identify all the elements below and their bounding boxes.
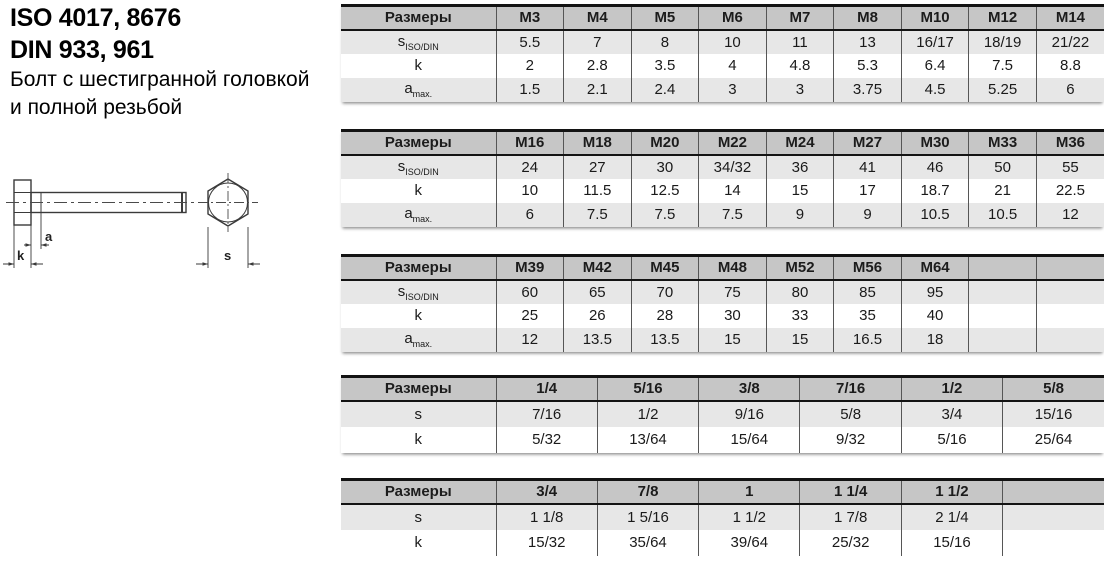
value-cell: 12 [1036, 203, 1104, 227]
value-cell: 3 [699, 78, 767, 102]
value-cell: 21 [969, 179, 1037, 203]
value-cell [1003, 504, 1104, 530]
table-corner-header: Размеры [341, 480, 496, 504]
value-cell: 16/17 [901, 30, 969, 54]
table-corner-header: Размеры [341, 377, 496, 401]
dimension-table-5 [341, 478, 1104, 556]
value-cell: 5/32 [496, 427, 597, 453]
row-label-symbol: k [414, 182, 422, 199]
value-cell: 34/32 [699, 155, 767, 179]
value-cell [1003, 530, 1104, 556]
arrowhead [203, 262, 209, 266]
value-cell: 4 [699, 54, 767, 78]
value-cell: 22.5 [1036, 179, 1104, 203]
value-cell: 7.5 [631, 203, 699, 227]
size-column-header: M64 [901, 256, 969, 280]
row-label [341, 427, 496, 453]
row-label [341, 78, 496, 102]
row-label-subscript: ISO/DIN [405, 291, 439, 302]
value-cell: 9 [834, 203, 902, 227]
value-cell: 2.1 [564, 78, 632, 102]
size-column-header: 1 1/2 [901, 480, 1002, 504]
value-cell: 10 [496, 179, 564, 203]
value-cell: 15 [699, 328, 767, 352]
value-cell: 50 [969, 155, 1037, 179]
value-cell: 14 [699, 179, 767, 203]
size-column-header: M48 [699, 256, 767, 280]
value-cell: 9/16 [699, 401, 800, 427]
table-corner-header: Размеры [341, 131, 496, 155]
value-cell: 1/2 [597, 401, 698, 427]
value-cell: 18 [901, 328, 969, 352]
value-cell: 10.5 [969, 203, 1037, 227]
value-cell: 1 1/2 [699, 504, 800, 530]
value-cell: 1.5 [496, 78, 564, 102]
value-cell: 24 [496, 155, 564, 179]
value-cell: 2 [496, 54, 564, 78]
size-column-header: M3 [496, 6, 564, 30]
bolt-side-view [6, 180, 194, 225]
row-label [341, 530, 496, 556]
value-cell: 11.5 [564, 179, 632, 203]
value-cell: 40 [901, 304, 969, 328]
dimension-table-4 [341, 375, 1104, 453]
value-cell: 9 [766, 203, 834, 227]
value-cell: 7.5 [699, 203, 767, 227]
dimension-table-1 [341, 4, 1104, 102]
table-row [341, 179, 1104, 203]
table-row [341, 401, 1104, 427]
size-column-header: 1/4 [496, 377, 597, 401]
size-column-header: 7/16 [800, 377, 901, 401]
row-label [341, 504, 496, 530]
row-label-subscript: max. [412, 339, 433, 349]
value-cell: 6.4 [901, 54, 969, 78]
value-cell: 60 [496, 280, 564, 304]
value-cell: 15/32 [496, 530, 597, 556]
row-label [341, 304, 496, 328]
value-cell: 36 [766, 155, 834, 179]
size-column-header: M24 [766, 131, 834, 155]
value-cell: 46 [901, 155, 969, 179]
size-column-header: M27 [834, 131, 902, 155]
value-cell: 25/32 [800, 530, 901, 556]
value-cell: 1 7/8 [800, 504, 901, 530]
value-cell [969, 328, 1037, 352]
row-label-symbol: s [397, 32, 406, 50]
value-cell: 17 [834, 179, 902, 203]
table-row [341, 30, 1104, 54]
value-cell: 2 1/4 [901, 504, 1002, 530]
size-column-header: M5 [631, 6, 699, 30]
size-column-header [1003, 480, 1104, 504]
table-row [341, 530, 1104, 556]
row-label [341, 401, 496, 427]
size-column-header: M6 [699, 6, 767, 30]
value-cell: 13/64 [597, 427, 698, 453]
size-column-header: 5/16 [597, 377, 698, 401]
row-label [341, 203, 496, 227]
row-label-subscript: ISO/DIN [405, 41, 439, 52]
size-column-header: M42 [564, 256, 632, 280]
value-cell: 1 1/8 [496, 504, 597, 530]
row-label-symbol: k [414, 431, 422, 448]
row-label [341, 54, 496, 78]
row-label-symbol: s [397, 157, 406, 175]
row-label [341, 179, 496, 203]
bolt-technical-drawing [0, 163, 290, 338]
table-corner-header: Размеры [341, 256, 496, 280]
value-cell: 26 [564, 304, 632, 328]
row-label [341, 30, 496, 54]
size-column-header [1036, 256, 1104, 280]
value-cell: 11 [766, 30, 834, 54]
value-cell: 30 [699, 304, 767, 328]
size-column-header: M16 [496, 131, 564, 155]
value-cell: 80 [766, 280, 834, 304]
value-cell: 2.4 [631, 78, 699, 102]
value-cell: 4.5 [901, 78, 969, 102]
value-cell: 15 [766, 328, 834, 352]
table-row [341, 54, 1104, 78]
size-column-header: M45 [631, 256, 699, 280]
value-cell: 5.5 [496, 30, 564, 54]
size-column-header: M36 [1036, 131, 1104, 155]
value-cell: 5/16 [901, 427, 1002, 453]
value-cell: 75 [699, 280, 767, 304]
table-row [341, 280, 1104, 304]
value-cell: 3/4 [901, 401, 1002, 427]
value-cell: 5.3 [834, 54, 902, 78]
value-cell: 30 [631, 155, 699, 179]
value-cell: 95 [901, 280, 969, 304]
size-column-header: M8 [834, 6, 902, 30]
value-cell: 1 5/16 [597, 504, 698, 530]
size-column-header: M20 [631, 131, 699, 155]
size-column-header: 1/2 [901, 377, 1002, 401]
size-column-header: M33 [969, 131, 1037, 155]
size-column-header: M22 [699, 131, 767, 155]
dim-label-k: k [17, 248, 25, 263]
value-cell: 5/8 [800, 401, 901, 427]
row-label [341, 280, 496, 304]
size-column-header: M39 [496, 256, 564, 280]
row-label-symbol: a [404, 330, 413, 347]
row-label [341, 155, 496, 179]
value-cell: 12 [496, 328, 564, 352]
row-label-symbol: k [414, 307, 422, 324]
size-column-header: 5/8 [1003, 377, 1104, 401]
value-cell: 10.5 [901, 203, 969, 227]
value-cell: 7.5 [969, 54, 1037, 78]
value-cell: 25/64 [1003, 427, 1104, 453]
arrowhead [31, 262, 37, 266]
value-cell: 25 [496, 304, 564, 328]
standard-din: DIN 933, 961 [10, 36, 154, 64]
value-cell: 13 [834, 30, 902, 54]
size-column-header [969, 256, 1037, 280]
table-row [341, 304, 1104, 328]
value-cell: 15 [766, 179, 834, 203]
value-cell: 21/22 [1036, 30, 1104, 54]
bolt-head-top-view [198, 173, 258, 232]
row-label [341, 328, 496, 352]
table-row [341, 155, 1104, 179]
table-corner-header: Размеры [341, 6, 496, 30]
size-column-header: 3/8 [699, 377, 800, 401]
table-row [341, 78, 1104, 102]
row-label-subscript: ISO/DIN [405, 166, 439, 177]
value-cell: 7/16 [496, 401, 597, 427]
row-label-symbol: s [414, 405, 422, 423]
standard-iso: ISO 4017, 8676 [10, 4, 181, 32]
value-cell: 28 [631, 304, 699, 328]
value-cell: 15/16 [901, 530, 1002, 556]
row-label-subscript: max. [412, 89, 433, 99]
value-cell [1036, 280, 1104, 304]
value-cell [969, 280, 1037, 304]
value-cell: 8.8 [1036, 54, 1104, 78]
value-cell: 5.25 [969, 78, 1037, 102]
side-view-dimensions [3, 213, 49, 268]
size-column-header: M4 [564, 6, 632, 30]
value-cell: 16.5 [834, 328, 902, 352]
row-label-symbol: k [414, 57, 422, 74]
row-label-symbol: s [397, 282, 406, 300]
table-row [341, 203, 1104, 227]
size-column-header: M18 [564, 131, 632, 155]
row-label-symbol: a [404, 205, 413, 222]
row-label-symbol: s [414, 508, 422, 526]
value-cell: 55 [1036, 155, 1104, 179]
value-cell: 6 [496, 203, 564, 227]
value-cell: 10 [699, 30, 767, 54]
size-column-header: 1 1/4 [800, 480, 901, 504]
value-cell: 35/64 [597, 530, 698, 556]
value-cell: 2.8 [564, 54, 632, 78]
value-cell: 3 [766, 78, 834, 102]
table-row [341, 427, 1104, 453]
value-cell: 15/16 [1003, 401, 1104, 427]
value-cell: 13.5 [564, 328, 632, 352]
description-line-1: Болт с шестигранной головкой [10, 68, 310, 91]
value-cell: 9/32 [800, 427, 901, 453]
row-label-subscript: max. [412, 214, 433, 224]
value-cell [1036, 328, 1104, 352]
value-cell: 39/64 [699, 530, 800, 556]
size-column-header: 3/4 [496, 480, 597, 504]
value-cell [969, 304, 1037, 328]
size-column-header: M30 [901, 131, 969, 155]
value-cell: 13.5 [631, 328, 699, 352]
dim-label-s: s [224, 248, 232, 263]
value-cell: 8 [631, 30, 699, 54]
value-cell: 15/64 [699, 427, 800, 453]
value-cell: 7 [564, 30, 632, 54]
value-cell: 18.7 [901, 179, 969, 203]
size-column-header: M14 [1036, 6, 1104, 30]
arrowhead [248, 262, 254, 266]
size-column-header: 1 [699, 480, 800, 504]
value-cell: 7.5 [564, 203, 632, 227]
size-column-header: M7 [766, 6, 834, 30]
size-column-header: M56 [834, 256, 902, 280]
size-column-header: M52 [766, 256, 834, 280]
value-cell: 18/19 [969, 30, 1037, 54]
value-cell: 33 [766, 304, 834, 328]
value-cell: 85 [834, 280, 902, 304]
value-cell: 3.5 [631, 54, 699, 78]
value-cell: 6 [1036, 78, 1104, 102]
arrowhead [26, 243, 32, 247]
row-label-symbol: a [404, 80, 413, 97]
row-label-symbol: k [414, 534, 422, 551]
table-row [341, 504, 1104, 530]
value-cell: 41 [834, 155, 902, 179]
size-column-header: 7/8 [597, 480, 698, 504]
value-cell: 70 [631, 280, 699, 304]
value-cell: 65 [564, 280, 632, 304]
value-cell: 27 [564, 155, 632, 179]
dimension-table-2 [341, 129, 1104, 227]
size-column-header: M12 [969, 6, 1037, 30]
description-line-2: и полной резьбой [10, 96, 183, 119]
value-cell: 12.5 [631, 179, 699, 203]
dim-label-a: a [45, 229, 53, 244]
size-column-header: M10 [901, 6, 969, 30]
arrowhead [9, 262, 15, 266]
title-block [10, 2, 340, 122]
value-cell: 35 [834, 304, 902, 328]
value-cell: 3.75 [834, 78, 902, 102]
bolt-drawing-svg [0, 163, 290, 338]
value-cell [1036, 304, 1104, 328]
value-cell: 4.8 [766, 54, 834, 78]
table-row [341, 328, 1104, 352]
dimension-table-3 [341, 254, 1104, 352]
